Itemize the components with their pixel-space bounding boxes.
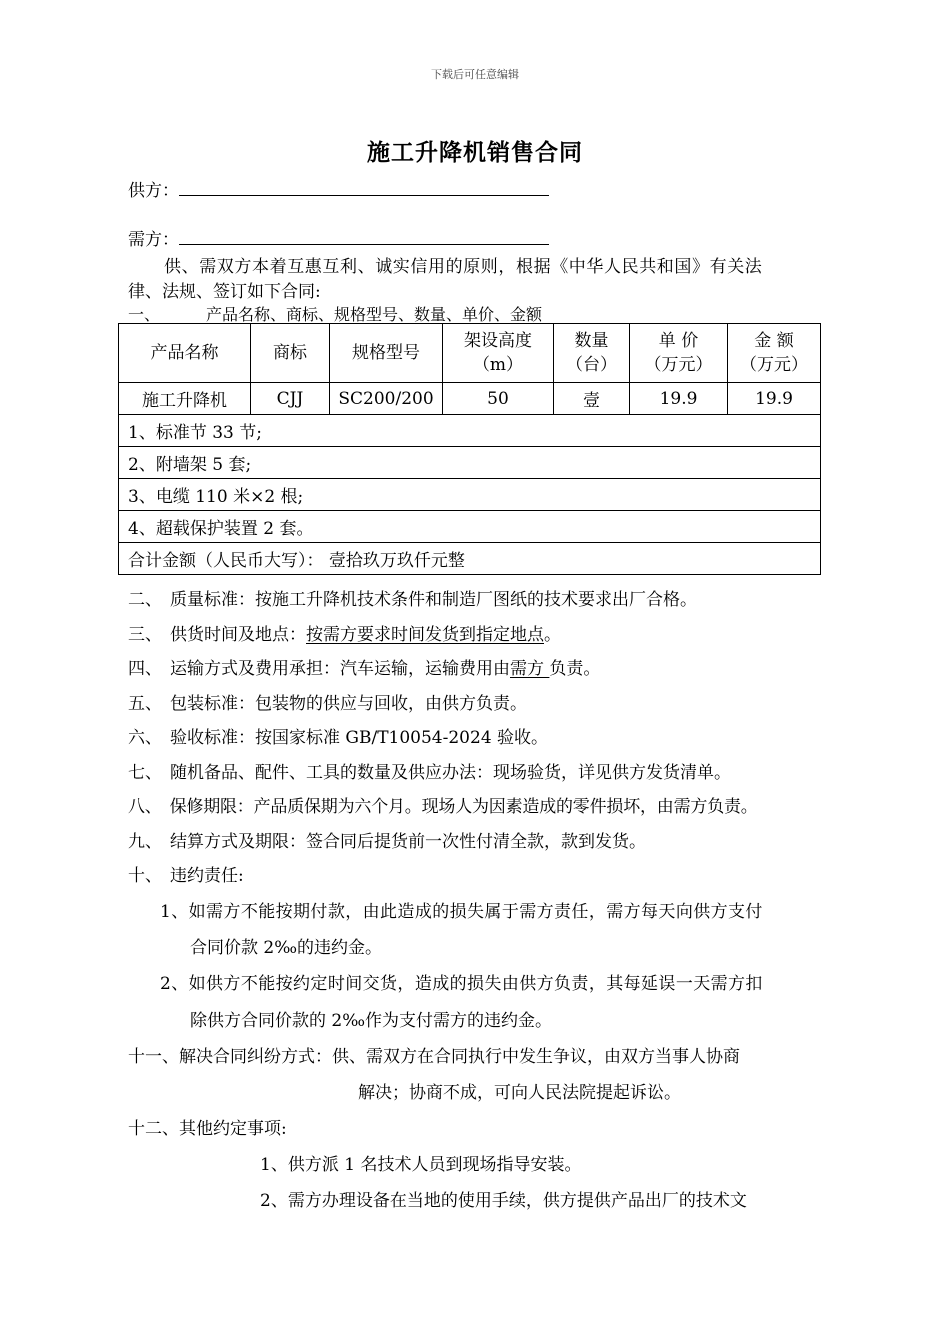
clause-12-item-1: 1、供方派 1 名技术人员到现场指导安装。: [260, 1155, 582, 1175]
note-row: [119, 447, 821, 479]
supplier-blank: [179, 177, 549, 196]
intro-line-2: 律、法规、签订如下合同:: [128, 282, 321, 302]
section-1-text: 产品名称、商标、规格型号、数量、单价、金额: [206, 305, 543, 324]
total-amount: 合计金额（人民币大写）： 壹拾玖万玖仟元整: [119, 543, 821, 575]
buyer-blank: [179, 226, 549, 245]
clause-10-item-1-line-1: 1、如需方不能按期付款，由此造成的损失属于需方责任，需方每天向供方支付: [160, 902, 763, 922]
freight-payer: 需方: [510, 659, 550, 679]
note-overload-protection: 4、超载保护装置 2 套。: [119, 511, 821, 543]
cell-model: SC200/200: [330, 383, 443, 415]
cell-amount: 19.9: [728, 383, 821, 415]
supplier-row: [128, 176, 549, 201]
header-height: 架设高度 （m）: [443, 324, 554, 383]
clause-12-title: 十二、其他约定事项:: [128, 1119, 287, 1139]
header-brand: 商标: [251, 324, 330, 383]
clause-11-line-2: 解决；协商不成，可向人民法院提起诉讼。: [358, 1083, 681, 1103]
contract-title: 施工升降机销售合同: [367, 139, 583, 166]
buyer-label: 需方：: [128, 230, 179, 250]
clause-5: 五、 包装标准：包装物的供应与回收，由供方负责。: [128, 694, 527, 714]
table-header-row: [119, 324, 821, 383]
clause-6: 六、 验收标准：按国家标准 GB/T10054-2024 验收。: [128, 728, 549, 748]
section-1-heading: [128, 302, 542, 325]
clause-2: 二、 质量标准：按施工升降机技术条件和制造厂图纸的技术要求出厂合格。: [128, 590, 697, 610]
cell-quantity: 壹: [554, 383, 630, 415]
note-row: [119, 479, 821, 511]
supplier-label: 供方：: [128, 181, 179, 201]
header-product-name: 产品名称: [119, 324, 251, 383]
clause-11-line-1: 十一、解决合同纠纷方式：供、需双方在合同执行中发生争议，由双方当事人协商: [128, 1047, 740, 1067]
section-1-number: 一、: [128, 305, 161, 324]
clause-9: 九、 结算方式及期限：签合同后提货前一次性付清全款，款到发货。: [128, 832, 646, 852]
delivery-terms: 按需方要求时间发货到指定地点: [306, 625, 544, 645]
clause-10: 十、 违约责任:: [128, 866, 244, 886]
header-quantity: 数量 （台）: [554, 324, 630, 383]
header-unit-price: 单 价 （万元）: [630, 324, 728, 383]
clause-10-item-2-line-2: 除供方合同价款的 2‰作为支付需方的违约金。: [190, 1011, 553, 1031]
cell-brand: CJJ: [251, 383, 330, 415]
cell-unit-price: 19.9: [630, 383, 728, 415]
clause-8: 八、 保修期限：产品质保期为六个月。现场人为因素造成的零件损坏，由需方负责。: [128, 797, 758, 817]
header-model: 规格型号: [330, 324, 443, 383]
note-row: [119, 511, 821, 543]
buyer-row: [128, 225, 549, 250]
clause-10-item-1-line-2: 合同价款 2‰的违约金。: [190, 938, 383, 958]
product-table: [118, 323, 821, 575]
cell-height: 50: [443, 383, 554, 415]
note-row: [119, 415, 821, 447]
note-cables: 3、电缆 110 米×2 根;: [119, 479, 821, 511]
cell-product-name: 施工升降机: [119, 383, 251, 415]
clause-12-item-2: 2、需方办理设备在当地的使用手续，供方提供产品出厂的技术文: [260, 1191, 747, 1211]
clause-7: 七、 随机备品、配件、工具的数量及供应办法：现场验货，详见供方发货清单。: [128, 763, 731, 783]
note-wall-brackets: 2、附墙架 5 套;: [119, 447, 821, 479]
header-note: 下载后可任意编辑: [431, 68, 519, 81]
intro-line-1: 供、需双方本着互惠互利、诚实信用的原则，根据《中华人民共和国》有关法: [164, 257, 763, 277]
clause-4: 四、 运输方式及费用承担：汽车运输，运输费用由需方 负责。: [128, 659, 601, 679]
total-row: [119, 543, 821, 575]
clause-10-item-2-line-1: 2、如供方不能按约定时间交货，造成的损失由供方负责，其每延误一天需方扣: [160, 974, 763, 994]
header-amount: 金 额 （万元）: [728, 324, 821, 383]
note-standard-sections: 1、标准节 33 节;: [119, 415, 821, 447]
table-row: [119, 383, 821, 415]
clause-3: 三、 供货时间及地点：按需方要求时间发货到指定地点。: [128, 625, 561, 645]
